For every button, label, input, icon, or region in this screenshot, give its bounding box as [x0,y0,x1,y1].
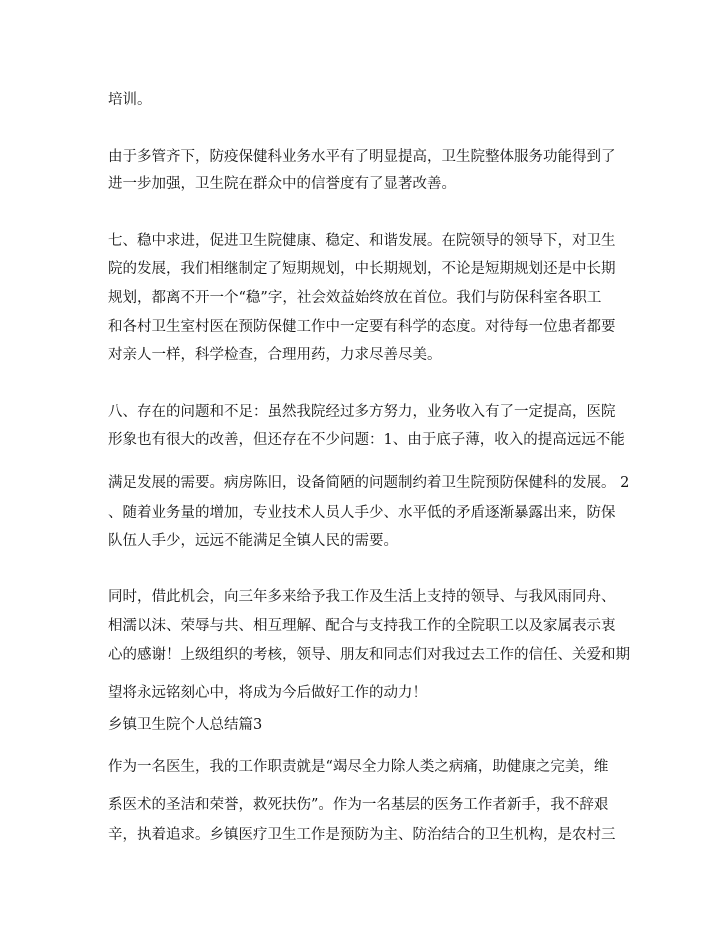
text-line-15: 相濡以沫、荣辱与共、相互理解、配合与支持我工作的全院职工以及家属表示衷 [108,618,616,634]
text-line-5: 院的发展，我们相继制定了短期规划，中长期规划，不论是短期规划还是中长期 [108,261,616,277]
text-line-20: 系医术的圣洁和荣誉，救死扶伤”。作为一名基层的医务工作者新手，我不辞艰 [108,797,609,813]
text-line-3: 进一步加强，卫生院在群众中的信誉度有了显著改善。 [108,176,456,192]
section-heading: 乡镇卫生院个人总结篇3 [108,717,263,733]
text-line-13: 队伍人手少，远远不能满足全镇人民的需要。 [108,533,398,549]
text-line-8: 对亲人一样，科学检查，合理用药，力求尽善尽美。 [108,347,442,363]
text-line-16: 心的感谢！上级组织的考核，领导、朋友和同志们对我过去工作的信任、关爱和期 [108,647,630,663]
text-line-6: 规划，都离不开一个“稳”字，社会效益始终放在首位。我们与防保科室各职工 [108,290,602,306]
text-line-14: 同时，借此机会，向三年多来给予我工作及生活上支持的领导、与我风雨同舟、 [108,589,616,605]
text-line-7: 和各村卫生室村医在预防保健工作中一定要有科学的态度。对待每一位患者都要 [108,319,616,335]
text-line-4: 七、稳中求进，促进卫生院健康、稳定、和谐发展。在院领导的领导下，对卫生 [108,233,616,249]
text-line-19: 作为一名医生，我的工作职责就是“竭尽全力除人类之病痛，助健康之完美，维 [108,759,609,775]
text-line-2: 由于多管齐下，防疫保健科业务水平有了明显提高，卫生院整体服务功能得到了 [108,149,616,165]
text-line-9: 八、存在的问题和不足：虽然我院经过多方努力，业务收入有了一定提高，医院 [108,404,616,420]
text-line-17: 望将永远铭刻心中，将成为今后做好工作的动力！ [108,685,427,701]
text-line-10: 形象也有很大的改善，但还存在不少问题：1、由于底子薄，收入的提高远远不能 [108,432,625,448]
text-line-21: 辛，执着追求。乡镇医疗卫生工作是预防为主、防治结合的卫生机构，是农村三 [108,827,616,843]
text-line-12: 、随着业务量的增加，专业技术人员人手少、水平低的矛盾逐渐暴露出来，防保 [108,505,616,521]
text-line-11: 满足发展的需要。病房陈旧，设备简陋的问题制约着卫生院预防保健科的发展。 2 [108,475,630,491]
text-line-1: 培训。 [108,92,152,108]
